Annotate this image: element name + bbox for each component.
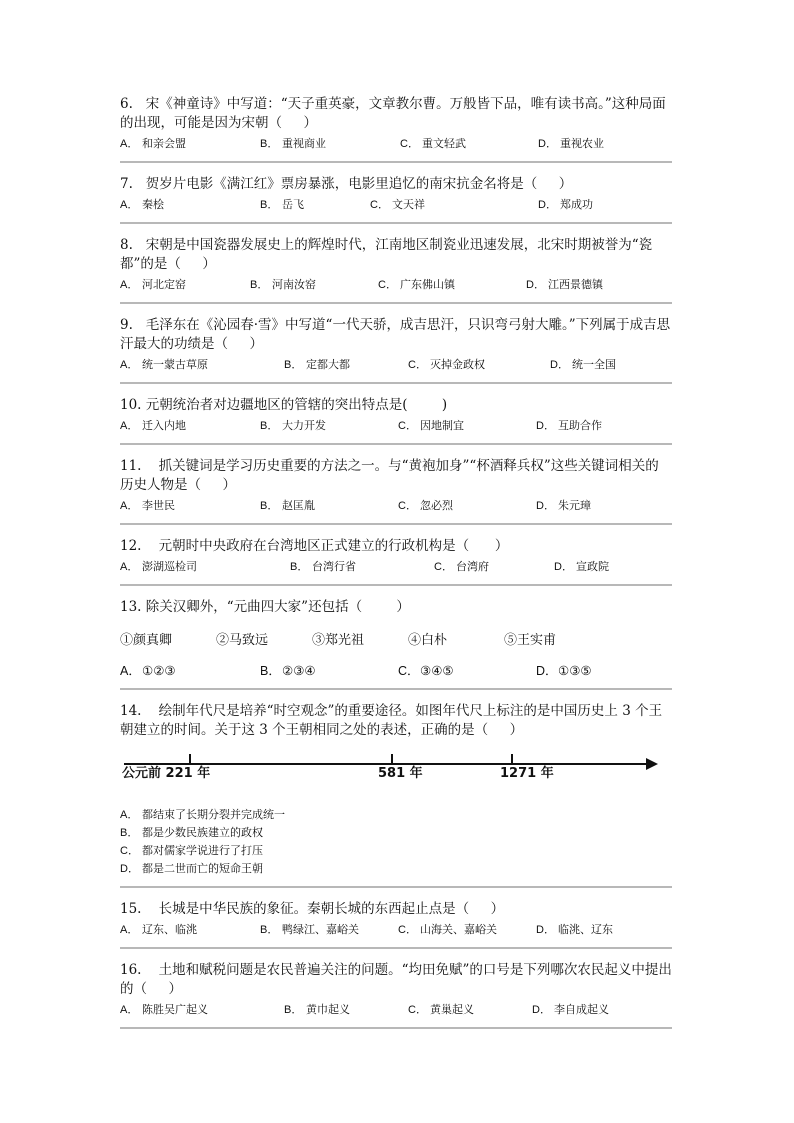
option-a[interactable]: A． 辽东、临洮 [120, 923, 197, 936]
option-d[interactable]: D． 临洮、辽东 [536, 923, 613, 936]
option-b[interactable]: B． 岳飞 [260, 198, 304, 211]
option-c[interactable]: C． 山海关、嘉峪关 [398, 923, 497, 936]
options-row [120, 558, 672, 576]
choice-item: ⑤王实甫 [504, 633, 557, 648]
option-c[interactable]: C． 灭掉金政权 [408, 358, 485, 371]
question-stem: 14. 绘制年代尺是培养“时空观念”的重要途径。如图年代尺上标注的是中国历史上 3 个王朝建立的时间。关于这 3 个王朝相同之处的表述，正确的是（ ） [120, 703, 663, 738]
choice-item: ②马致远 [216, 633, 269, 648]
divider [120, 584, 672, 586]
option-a[interactable]: A． 河北定窑 [120, 278, 186, 291]
option-c[interactable]: C． 因地制宜 [398, 419, 464, 432]
question-stem: 6. 宋《神童诗》中写道：“天子重英豪，文章教尔曹。万般皆下品，唯有读书高。”这种局面的出现，可能是因为宋朝（ ） [120, 96, 666, 131]
option-b[interactable]: B． 黄巾起义 [284, 1003, 350, 1016]
option-a[interactable]: A． 统一蒙古草原 [120, 358, 208, 371]
options-row [120, 921, 672, 939]
divider [120, 523, 672, 525]
options-row [120, 1001, 672, 1019]
question-stem: 15. 长城是中华民族的象征。秦朝长城的东西起止点是（ ） [120, 901, 505, 917]
question-13 [120, 598, 672, 680]
question-15 [120, 900, 672, 939]
divider [120, 1027, 672, 1029]
question-stem: 12. 元朝时中央政府在台湾地区正式建立的行政机构是（ ） [120, 538, 509, 554]
options-row [120, 135, 672, 153]
choice-item: ④白朴 [408, 633, 448, 648]
option-b[interactable]: B． 赵匡胤 [260, 499, 315, 512]
question-12 [120, 537, 672, 576]
timeline-label: 1271 年 [500, 766, 554, 781]
option-a[interactable]: A． 和亲会盟 [120, 137, 186, 150]
option-d[interactable]: D． 郑成功 [538, 198, 593, 211]
option-c[interactable]: C． 都对儒家学说进行了打压 [120, 844, 263, 857]
option-b[interactable]: B． 都是少数民族建立的政权 [120, 826, 263, 839]
options-row [120, 497, 672, 515]
exam-page [120, 95, 672, 1041]
option-c[interactable]: C． 黄巢起义 [408, 1003, 474, 1016]
option-d[interactable]: D． 重视农业 [538, 137, 604, 150]
options-row [120, 356, 672, 374]
divider [120, 382, 672, 384]
question-9 [120, 316, 672, 374]
options-list [120, 806, 672, 878]
option-a[interactable]: A． 秦桧 [120, 198, 164, 211]
option-a[interactable]: A． 陈胜吴广起义 [120, 1003, 208, 1016]
option-d[interactable]: D． 李自成起义 [532, 1003, 609, 1016]
options-row [120, 196, 672, 214]
divider [120, 302, 672, 304]
option-b[interactable]: B． 台湾行省 [290, 560, 356, 573]
divider [120, 947, 672, 949]
option-d[interactable]: D． 统一全国 [550, 358, 616, 371]
divider [120, 222, 672, 224]
option-c[interactable]: C．③④⑤ [398, 663, 454, 678]
question-stem: 16. 土地和赋税问题是农民普遍关注的问题。“均田免赋”的口号是下列哪次农民起义中提出的（ ） [120, 962, 672, 997]
question-stem: 10. 元朝统治者对边疆地区的管辖的突出特点是( ) [120, 397, 448, 413]
option-c[interactable]: C． 忽必烈 [398, 499, 453, 512]
option-a[interactable]: A． 都结束了长期分裂并完成统一 [120, 808, 285, 821]
option-d[interactable]: D． 都是二世而亡的短命王朝 [120, 862, 263, 875]
question-10 [120, 396, 672, 435]
option-c[interactable]: C． 台湾府 [434, 560, 489, 573]
choice-item: ③郑光祖 [312, 633, 365, 648]
divider [120, 886, 672, 888]
choice-item: ①颜真卿 [120, 633, 173, 648]
option-b[interactable]: B． 大力开发 [260, 419, 326, 432]
question-14 [120, 702, 672, 878]
divider [120, 688, 672, 690]
question-stem: 9. 毛泽东在《沁园春·雪》中写道“一代天骄，成吉思汗，只识弯弓射大雕。”下列属于成吉思汗最大的功绩是（ ） [120, 317, 671, 352]
option-c[interactable]: C． 文天祥 [370, 198, 425, 211]
question-11 [120, 457, 672, 515]
option-c[interactable]: C． 重文轻武 [400, 137, 466, 150]
option-d[interactable]: D． 江西景德镇 [526, 278, 603, 291]
option-a[interactable]: A． 李世民 [120, 499, 175, 512]
option-a[interactable]: A．①②③ [120, 663, 176, 678]
question-stem: 11. 抓关键词是学习历史重要的方法之一。与“黄袍加身”“杯酒释兵权”这些关键词相关的历史人物是（ ） [120, 458, 659, 493]
option-d[interactable]: D．①③⑤ [536, 663, 592, 678]
timeline-ruler [120, 748, 672, 800]
options-row [120, 276, 672, 294]
question-8 [120, 236, 672, 294]
question-16 [120, 961, 672, 1019]
option-b[interactable]: B．②③④ [260, 663, 316, 678]
option-a[interactable]: A． 迁入内地 [120, 419, 186, 432]
option-d[interactable]: D． 宣政院 [554, 560, 609, 573]
question-6 [120, 95, 672, 153]
option-d[interactable]: D． 互助合作 [536, 419, 602, 432]
options-row [120, 662, 672, 680]
divider [120, 161, 672, 163]
option-b[interactable]: B． 河南汝窑 [250, 278, 316, 291]
options-row [120, 417, 672, 435]
option-b[interactable]: B． 重视商业 [260, 137, 326, 150]
option-c[interactable]: C． 广东佛山镇 [378, 278, 455, 291]
question-stem: 13. 除关汉卿外，“元曲四大家”还包括（ ） [120, 599, 410, 615]
option-b[interactable]: B． 定都大都 [284, 358, 350, 371]
option-a[interactable]: A． 澎湖巡检司 [120, 560, 197, 573]
question-stem: 7. 贺岁片电影《满江红》票房暴涨，电影里追忆的南宋抗金名将是（ ） [120, 176, 573, 192]
option-b[interactable]: B． 鸭绿江、嘉峪关 [260, 923, 359, 936]
question-7 [120, 175, 672, 214]
divider [120, 443, 672, 445]
option-d[interactable]: D． 朱元璋 [536, 499, 591, 512]
timeline-label: 581 年 [378, 766, 423, 781]
timeline-label: 公元前 221 年 [122, 766, 211, 781]
choice-list [120, 631, 672, 650]
question-stem: 8. 宋朝是中国瓷器发展史上的辉煌时代，江南地区制瓷业迅速发展，北宋时期被誉为“瓷都”的是（ ） [120, 237, 653, 272]
